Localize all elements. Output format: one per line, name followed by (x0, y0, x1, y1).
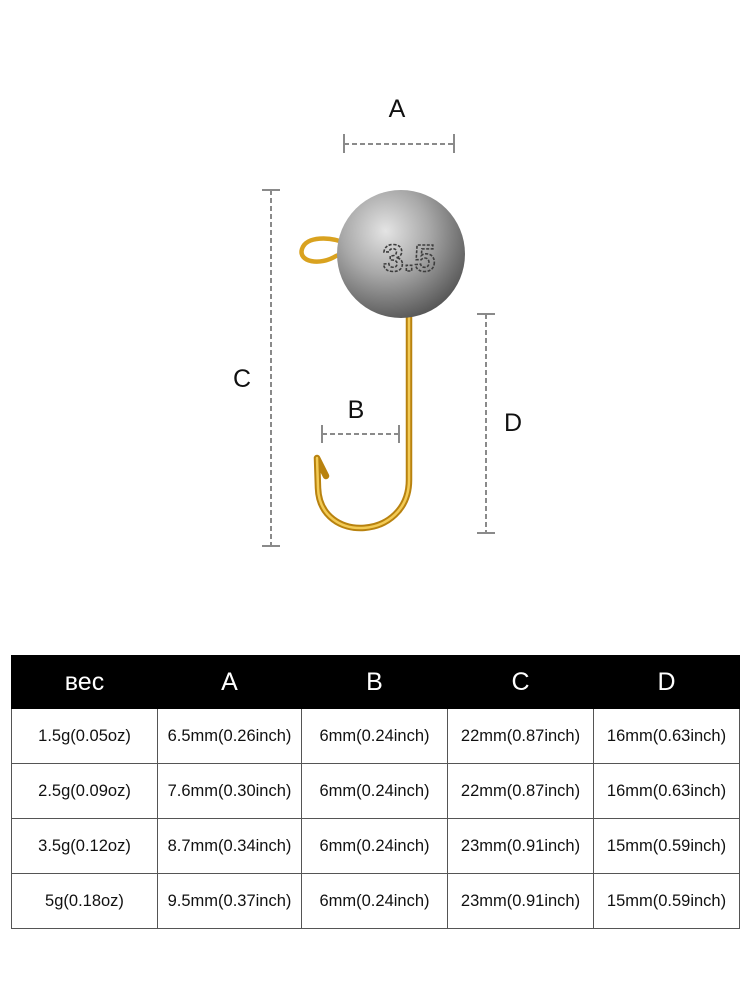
table-row (12, 709, 740, 764)
jig-head-weight-mark: 3.5 (382, 238, 436, 280)
table-row (12, 764, 740, 819)
cell-d: 15mm(0.59inch) (594, 819, 740, 874)
dimension-c-label: C (232, 365, 252, 393)
cell-b: 6mm(0.24inch) (302, 819, 448, 874)
cell-d: 15mm(0.59inch) (594, 874, 740, 929)
cell-weight: 1.5g(0.05oz) (12, 709, 158, 764)
header-b: B (302, 656, 448, 709)
dimension-d-label: D (503, 409, 523, 437)
cell-a: 9.5mm(0.37inch) (158, 874, 302, 929)
cell-c: 22mm(0.87inch) (448, 764, 594, 819)
header-weight: вес (12, 656, 158, 709)
cell-weight: 2.5g(0.09oz) (12, 764, 158, 819)
cell-d: 16mm(0.63inch) (594, 709, 740, 764)
cell-c: 22mm(0.87inch) (448, 709, 594, 764)
header-c: C (448, 656, 594, 709)
cell-b: 6mm(0.24inch) (302, 764, 448, 819)
cell-c: 23mm(0.91inch) (448, 819, 594, 874)
cell-a: 8.7mm(0.34inch) (158, 819, 302, 874)
cell-weight: 5g(0.18oz) (12, 874, 158, 929)
dimension-d (477, 314, 522, 533)
dimension-b (322, 396, 399, 443)
header-d: D (594, 656, 740, 709)
jig-head (337, 190, 465, 318)
table-header-row (12, 656, 740, 709)
dimension-a (344, 95, 454, 153)
table-row (12, 874, 740, 929)
cell-a: 6.5mm(0.26inch) (158, 709, 302, 764)
cell-c: 23mm(0.91inch) (448, 874, 594, 929)
cell-d: 16mm(0.63inch) (594, 764, 740, 819)
dimension-a-label: A (388, 95, 406, 123)
dimension-c (233, 190, 280, 546)
spec-table (11, 655, 740, 929)
cell-b: 6mm(0.24inch) (302, 874, 448, 929)
table-row (12, 819, 740, 874)
cell-a: 7.6mm(0.30inch) (158, 764, 302, 819)
cell-b: 6mm(0.24inch) (302, 709, 448, 764)
dimension-b-label: B (347, 396, 365, 424)
cell-weight: 3.5g(0.12oz) (12, 819, 158, 874)
header-a: A (158, 656, 302, 709)
